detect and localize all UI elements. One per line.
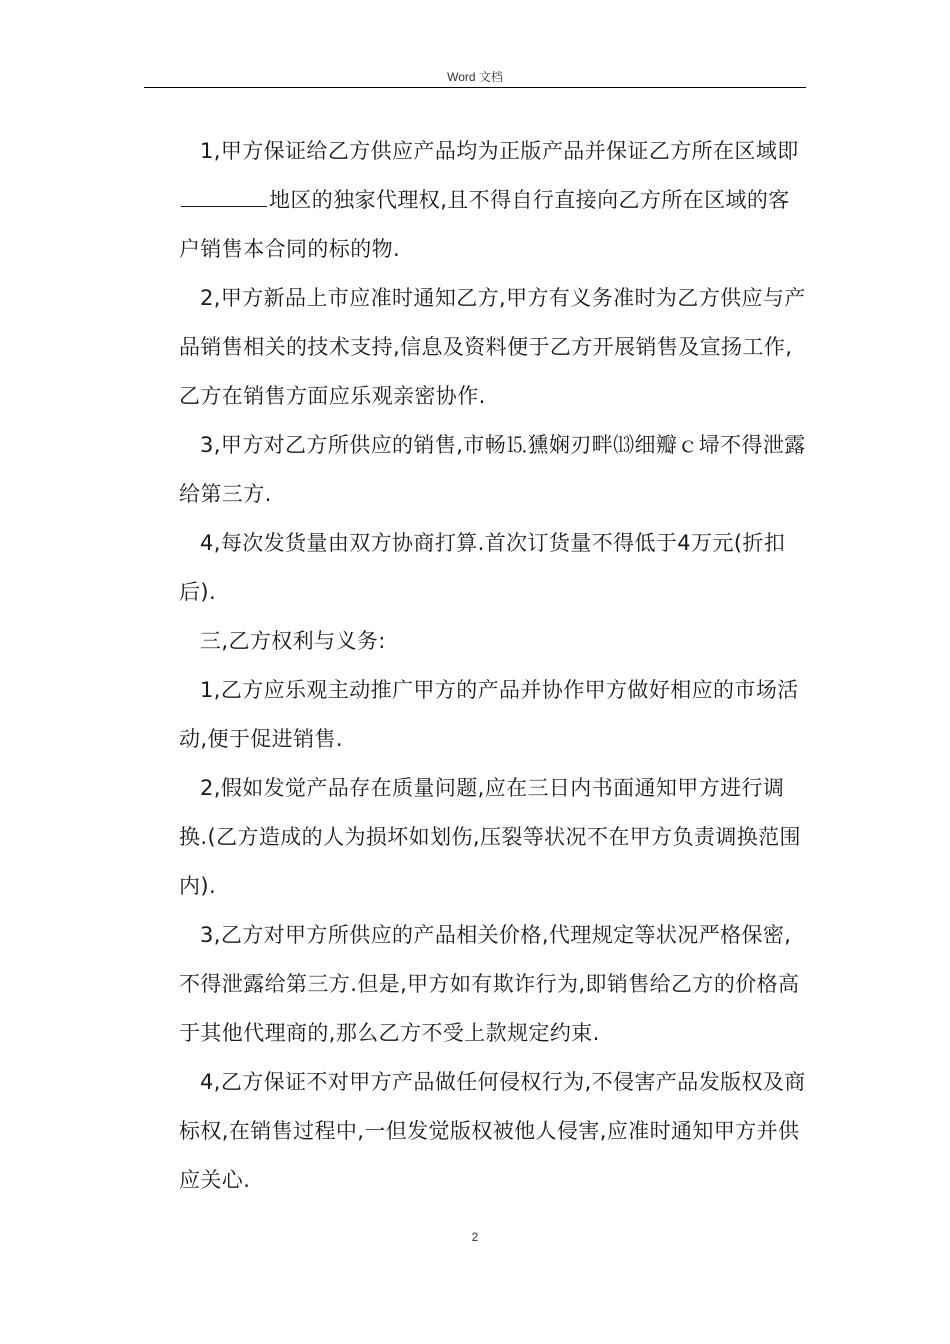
paragraph-6: 1,乙方应乐观主动推广甲方的产品并协作甲方做好相应的市场活动,便于促进销售. <box>179 678 799 751</box>
fill-in-blank <box>181 186 267 207</box>
section-heading: 三,乙方权利与义务: <box>200 629 386 653</box>
document-body <box>179 127 809 1205</box>
paragraph-9: 4,乙方保证不对甲方产品做任何侵权行为,不侵害产品发版权及商标权,在销售过程中,一但发觉版权被他人侵害,应准时通知甲方并供应关心. <box>179 1070 806 1192</box>
paragraph-1-text-start: 1,甲方保证给乙方供应产品均为正版产品并保证乙方所在区域即 <box>200 139 799 163</box>
paragraph-4: 4,每次发货量由双方协商打算.首次订货量不得低于4万元(折扣后). <box>179 531 786 604</box>
paragraph-7: 2,假如发觉产品存在质量问题,应在三日内书面通知甲方进行调换.(乙方造成的人为损坏如划伤,压裂等状况不在甲方负责调换范围内). <box>179 776 801 898</box>
header-divider <box>144 87 806 88</box>
paragraph-1-text-end: 地区的独家代理权,且不得自行直接向乙方所在区域的客户销售本合同的标的物. <box>179 188 790 261</box>
paragraph-3: 3,甲方对乙方所供应的销售,市畅⒖獯娴刃畔⒀细瓣ｃ埽不得泄露给第三方. <box>179 433 806 506</box>
document-header: Word 文档 <box>447 70 503 84</box>
page-number: 2 <box>471 1230 479 1244</box>
paragraph-8: 3,乙方对甲方所供应的产品相关价格,代理规定等状况严格保密,不得泄露给第三方.但是,甲方如有欺诈行为,即销售给乙方的价格高于其他代理商的,那么乙方不受上款规定约束. <box>179 923 800 1045</box>
paragraph-2: 2,甲方新品上市应准时通知乙方,甲方有义务准时为乙方供应与产品销售相关的技术支持,信息及资料便于乙方开展销售及宣扬工作,乙方在销售方面应乐观亲密协作. <box>179 286 806 408</box>
paragraph-1 <box>179 127 809 274</box>
